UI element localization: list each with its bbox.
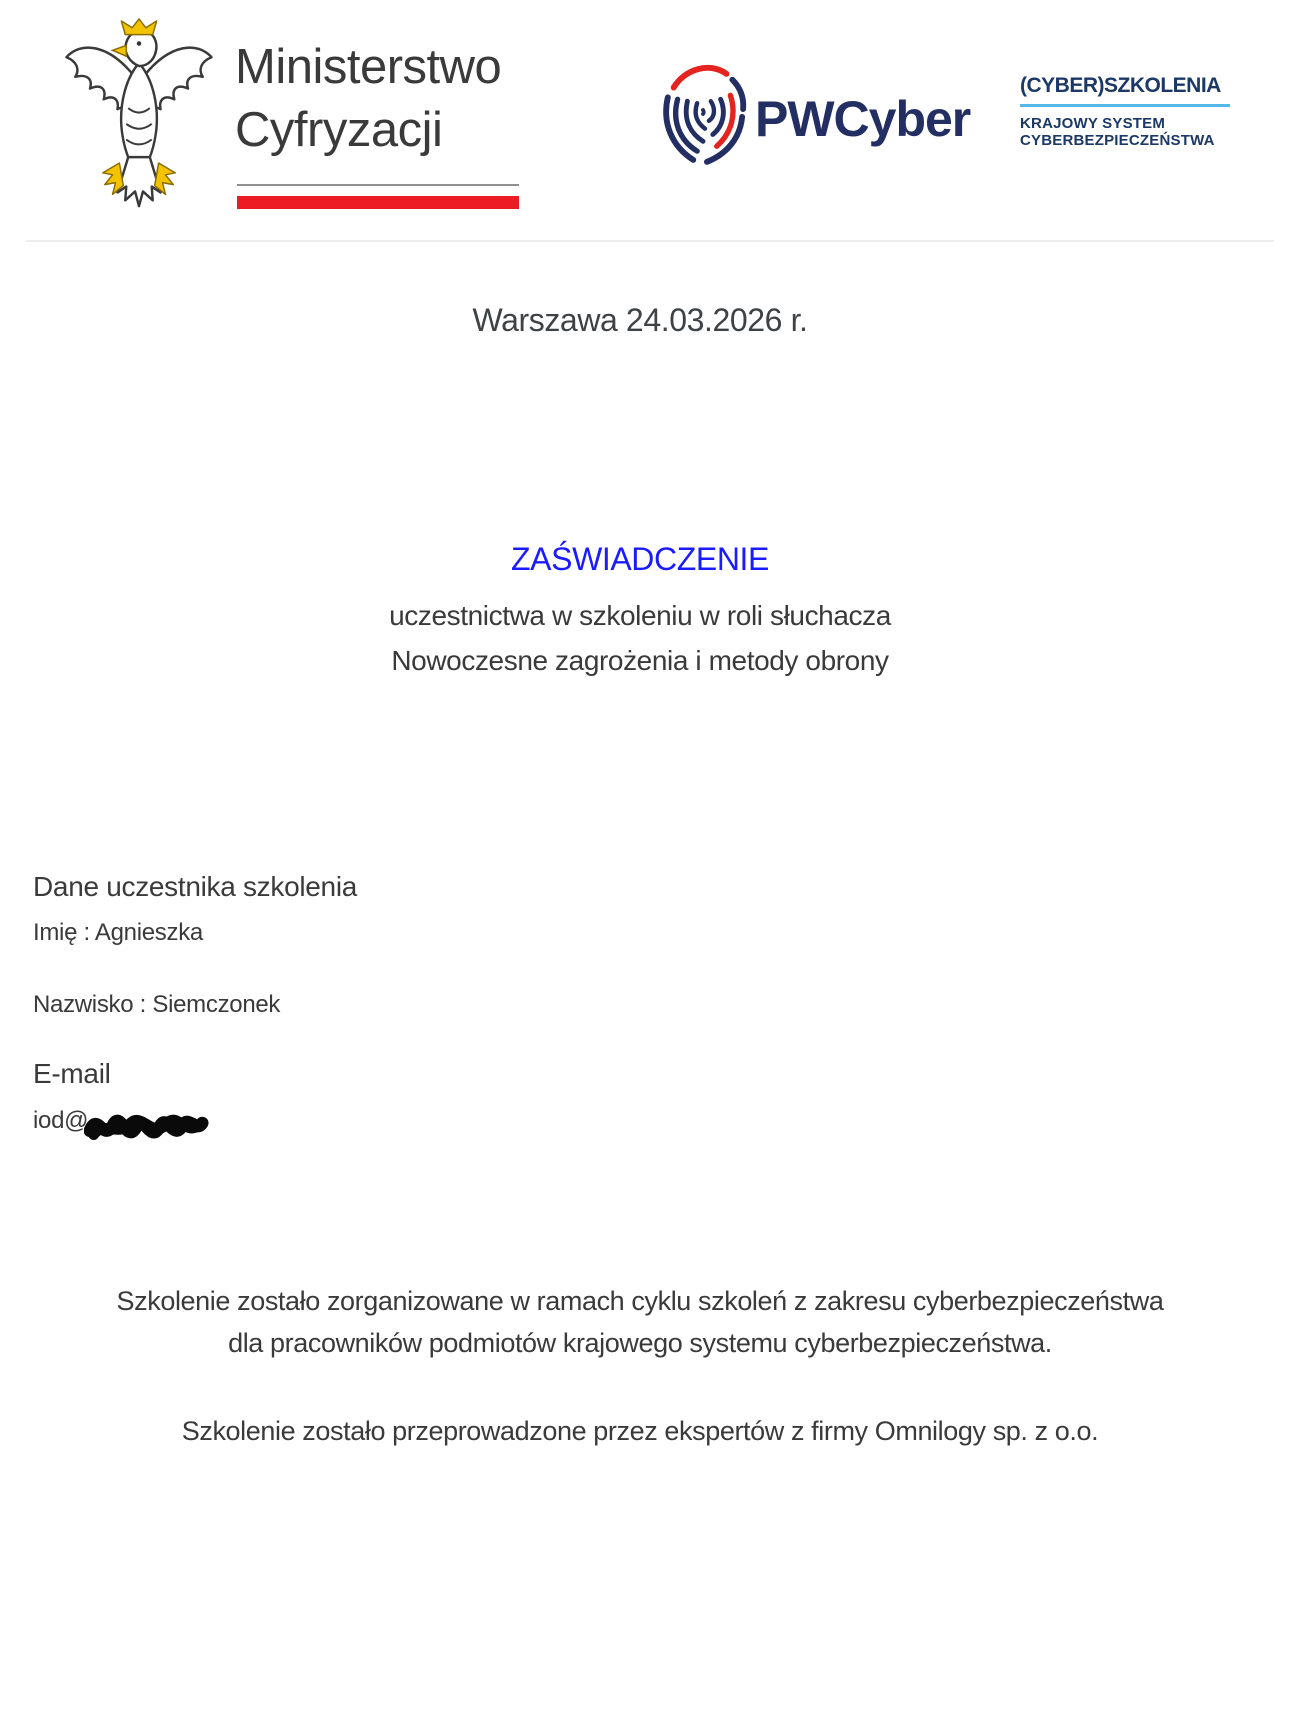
cyberszkolenia-subtitle1: KRAJOWY SYSTEM <box>1020 115 1166 132</box>
certificate-subtitle-role: uczestnictwa w szkoleniu w roli słuchacza <box>389 600 891 631</box>
participant-first-name: Imię : Agnieszka <box>33 919 203 946</box>
email-redaction-scribble-icon <box>84 1098 210 1152</box>
header-divider <box>26 240 1274 242</box>
flag-stripe-red <box>237 196 519 209</box>
flag-stripe-white <box>237 184 519 186</box>
place-date-line: Warszawa 24.03.2026 r. <box>472 302 808 338</box>
cyberszkolenia-underline <box>1020 104 1230 107</box>
footer-paragraph2: Szkolenie zostało przeprowadzone przez ekspertów z firmy Omnilogy sp. z o.o. <box>181 1416 1099 1446</box>
fingerprint-icon <box>660 58 748 166</box>
participant-email-heading: E-mail <box>33 1058 111 1089</box>
participant-last-name: Nazwisko : Siemczonek <box>33 991 281 1018</box>
participant-email-value: iod@ <box>33 1107 89 1134</box>
ministry-name-line1: Ministerstwo <box>235 40 502 94</box>
certificate-title: ZAŚWIADCZENIE <box>511 541 769 577</box>
footer-paragraph1-line1: Szkolenie zostało zorganizowane w ramach cyklu szkoleń z zakresu cyberbezpieczeństwa <box>116 1286 1164 1316</box>
cyberszkolenia-subtitle2: CYBERBEZPIECZEŃSTWA <box>1020 132 1215 149</box>
ministry-name-line2: Cyfryzacji <box>235 103 443 157</box>
pwcyber-logo-text: PWCyber <box>755 91 971 147</box>
footer-paragraph1-line2: dla pracowników podmiotów krajowego systemu cyberbezpieczeństwa. <box>228 1328 1052 1358</box>
ministry-name <box>235 36 501 162</box>
cyberszkolenia-title: (CYBER)SZKOLENIA <box>1020 74 1221 97</box>
cyberszkolenia-logo <box>1020 74 1235 149</box>
certificate-subtitle-course: Nowoczesne zagrożenia i metody obrony <box>391 645 889 676</box>
polish-eagle-emblem-icon <box>60 18 218 214</box>
participant-section-heading: Dane uczestnika szkolenia <box>33 871 358 902</box>
